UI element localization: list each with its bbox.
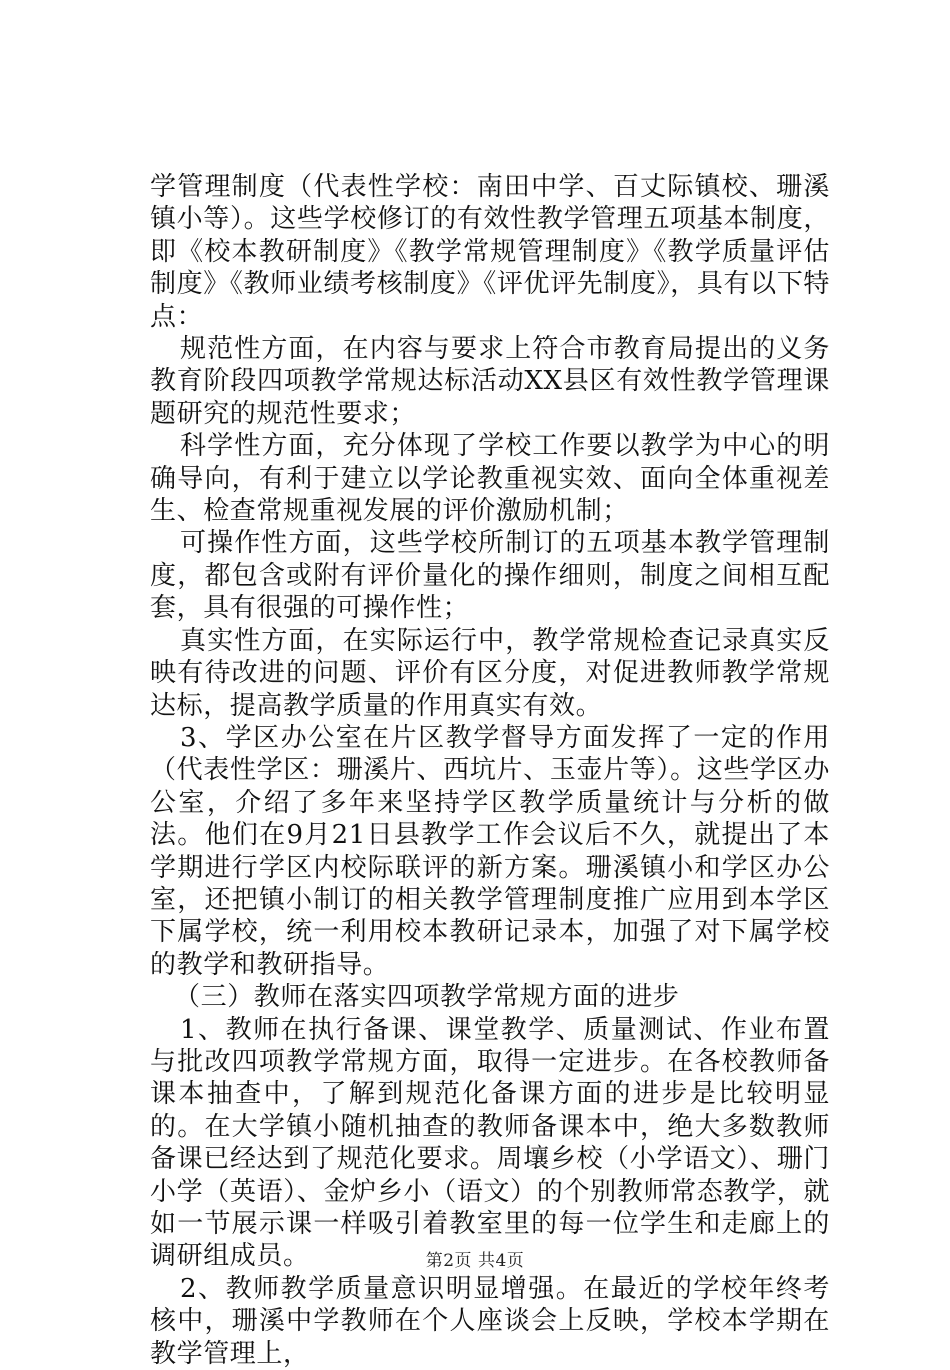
paragraph-quality-awareness: 2、教师教学质量意识明显增强。在最近的学校年终考核中，珊溪中学教师在个人座谈会上反映，学校本学期在教学管理上， <box>150 1273 830 1369</box>
paragraph-continuation: 学管理制度（代表性学校：南田中学、百丈际镇校、珊溪镇小等）。这些学校修订的有效性教学管理五项基本制度，即《校本教研制度》《教学常规管理制度》《教学质量评估制度》《教师业绩考核制度》《评优评先制度》，具有以下特点： <box>150 172 830 332</box>
page-number-label: 第2页 共4页 <box>425 1251 525 1271</box>
section-heading: （三）教师在落实四项教学常规方面的进步 <box>174 982 680 1013</box>
paragraph-authenticity: 真实性方面，在实际运行中，教学常规检查记录真实反映有待改进的问题、评价有区分度，对促进教师教学常规达标，提高教学质量的作用真实有效。 <box>150 625 830 721</box>
paragraph-teacher-progress: 1、教师在执行备课、课堂教学、质量测试、作业布置与批改四项教学常规方面，取得一定进步。在各校教师备课本抽查中，了解到规范化备课方面的进步是比较明显的。在大学镇小随机抽查的教师备课本中，绝大多数教师备课已经达到了规范化要求。周壤乡校（小学语文）、珊门小学（英语）、金炉乡小（语文）的个别教师常态教学，就如一节展示课一样吸引着教室里的每一位学生和走廊上的调研组成员。 <box>150 1014 830 1272</box>
paragraph-normative: 规范性方面，在内容与要求上符合市教育局提出的义务教育阶段四项教学常规达标活动XX县区有效性教学管理课题研究的规范性要求； <box>150 334 830 429</box>
paragraph-district-office: 3、学区办公室在片区教学督导方面发挥了一定的作用（代表性学区：珊溪片、西坑片、玉壶片等）。这些学区办公室，介绍了多年来坚持学区教学质量统计与分析的做法。他们在9月21日县教学工作会议后不久，就提出了本学期进行学区内校际联评的新方案。珊溪镇小和学区办公室，还把镇小制订的相关教学管理制度推广应用到本学区下属学校，统一利用校本教研记录本，加强了对下属学校的教学和教研指导。 <box>150 722 830 980</box>
paragraph-operability: 可操作性方面，这些学校所制订的五项基本教学管理制度，都包含或附有评价量化的操作细则，制度之间相互配套，具有很强的可操作性； <box>150 528 830 624</box>
paragraph-scientific: 科学性方面，充分体现了学校工作要以教学为中心的明确导向，有利于建立以学论教重视实效、面向全体重视差生、检查常规重视发展的评价激励机制； <box>150 431 830 527</box>
page-footer <box>0 1246 950 1271</box>
document-body <box>150 171 830 1370</box>
